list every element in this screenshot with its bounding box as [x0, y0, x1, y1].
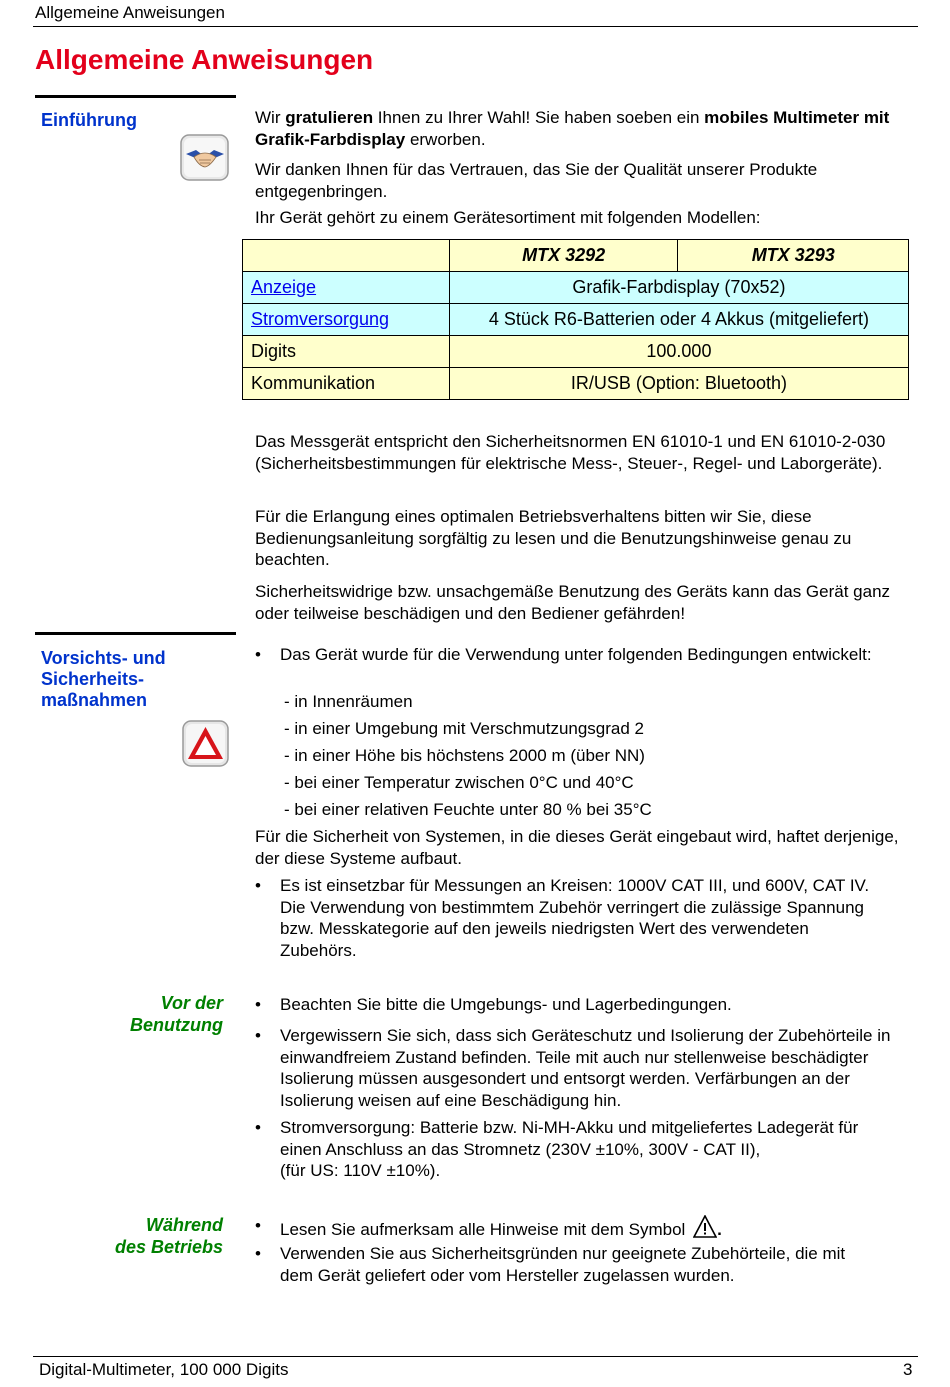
- condition-item: - bei einer relativen Feuchte unter 80 % bei 35°C: [284, 800, 652, 819]
- footer-title: Digital-Multimeter, 100 000 Digits: [39, 1360, 289, 1379]
- during-use-bullet-2-text: Verwenden Sie aus Sicherheitsgründen nur geeignete Zubehörteile, die mit dem Gerät geliefert oder vom Hersteller zugelassen wurden.: [280, 1244, 846, 1285]
- side-label-safety-line-1: Vorsichts- und: [41, 648, 166, 668]
- before-use-bullet: [255, 1117, 915, 1182]
- table-header-row: [243, 240, 909, 272]
- side-label-before-use-line-2: Benutzung: [130, 1015, 223, 1035]
- during-use-bullet-1: [255, 1215, 915, 1245]
- table-cell-value: Grafik-Farbdisplay (70x52): [449, 272, 908, 304]
- during-use-bullet-2: [255, 1243, 915, 1286]
- condition-item: - in einer Höhe bis höchstens 2000 m (über NN): [284, 746, 645, 765]
- side-label-before-use: [130, 992, 223, 1036]
- table-row: [243, 272, 909, 304]
- intro-p1-text-b: Ihnen zu Ihrer Wahl! Sie haben soeben ein: [373, 108, 705, 127]
- side-label-safety: [41, 648, 166, 711]
- safety-bullet-1-text: Das Gerät wurde für die Verwendung unter folgenden Bedingungen entwickelt:: [280, 645, 872, 664]
- footer-rule: [33, 1356, 918, 1357]
- before-use-bullet: [255, 1025, 915, 1111]
- safety-bullet-2-text-b: Die Verwendung von bestimmtem Zubehör verringert die zulässige Spannung bzw. Messkategorie auf den jeweils niedrigsten Wert des verwendeten Zubehörs.: [280, 897, 864, 960]
- model-mtx3293: MTX 3293: [678, 240, 909, 272]
- safety-bullet-1: [255, 644, 915, 666]
- page-number: 3: [903, 1360, 913, 1379]
- table-cell-value: IR/USB (Option: Bluetooth): [449, 368, 908, 400]
- safety-paragraph: Für die Sicherheit von Systemen, in die dieses Gerät eingebaut wird, haftet derjenige, der diese Systeme aufbaut.: [255, 827, 899, 868]
- header-rule: [33, 26, 918, 27]
- during-use-bullet-1-text: Lesen Sie aufmerksam alle Hinweise mit dem Symbol: [280, 1220, 686, 1239]
- norms-paragraph-3: Sicherheitswidrige bzw. unsachgemäße Benutzung des Geräts kann das Gerät ganz oder teilweise beschädigen und den Bediener gefährden!: [255, 582, 891, 623]
- intro-p1-bold-b: mobiles Multimeter mit Grafik-Farbdisplay: [255, 108, 890, 149]
- intro-p1-text-a: Wir: [255, 108, 286, 127]
- intro-p1-bold-a: gratulieren: [285, 108, 374, 127]
- side-label-before-use-line-1: Vor der: [160, 993, 223, 1013]
- side-label-during-use: [115, 1214, 223, 1258]
- norms-paragraph-1: Das Messgerät entspricht den Sicherheitsnormen EN 61010-1 und EN 61010-2-030 (Sicherheitsbestimmungen für elektrische Mess-, Steuer-, Regel- und Laborgeräte).: [255, 432, 886, 473]
- before-use-bullet-text: Vergewissern Sie sich, dass sich Geräteschutz und Isolierung der Zubehörteile in einwandfreiem Zustand befinden. Teile mit auch nur stellenweise beschädigter Isolierung müssen ausgesondert und entsorgt werden. Verfärbungen an der Isolierung weisen auf eine Beschädigung hin.: [280, 1026, 891, 1110]
- table-header-empty: [243, 240, 450, 272]
- side-label-intro: Einführung: [41, 110, 137, 130]
- intro-paragraph-3: Ihr Gerät gehört zu einem Gerätesortiment mit folgenden Modellen:: [255, 208, 761, 227]
- handshake-icon: [180, 134, 226, 180]
- bullet-dot: •: [255, 1244, 261, 1263]
- bullet-dot: •: [255, 1216, 261, 1235]
- side-label-safety-line-2: Sicherheits-: [41, 669, 145, 689]
- page-title: Allgemeine Anweisungen: [35, 44, 374, 75]
- safety-bullet-2: [255, 875, 915, 961]
- side-label-during-use-line-2: des Betriebs: [114, 1237, 223, 1257]
- condition-item: - in einer Umgebung mit Verschmutzungsgrad 2: [284, 719, 645, 738]
- bullet-dot: •: [255, 876, 261, 895]
- running-header: Allgemeine Anweisungen: [35, 3, 225, 22]
- section-rule-intro: [35, 95, 236, 98]
- bullet-dot: •: [255, 645, 261, 664]
- section-rule-safety: [35, 632, 236, 635]
- table-cell-value: 100.000: [449, 336, 908, 368]
- link-stromversorgung[interactable]: Stromversorgung: [243, 304, 450, 336]
- condition-item: - in Innenräumen: [284, 692, 413, 711]
- bullet-dot: •: [255, 995, 261, 1014]
- warning-symbol-icon: [693, 1215, 717, 1245]
- before-use-bullet-text: Beachten Sie bitte die Umgebungs- und Lagerbedingungen.: [280, 995, 732, 1014]
- safety-bullet-2-text-a: Es ist einsetzbar für Messungen an Kreisen: 1000V CAT III, und 600V, CAT IV.: [280, 876, 870, 895]
- norms-paragraph-2: Für die Erlangung eines optimalen Betriebsverhaltens bitten wir Sie, diese Bedienungsanleitung sorgfältig zu lesen und die Benutzungshinweise genau zu beachten.: [255, 507, 852, 569]
- intro-paragraph-2: Wir danken Ihnen für das Vertrauen, das Sie der Qualität unserer Produkte entgegenbringen.: [255, 160, 818, 201]
- table-row: [243, 336, 909, 368]
- table-cell-value: 4 Stück R6-Batterien oder 4 Akkus (mitgeliefert): [449, 304, 908, 336]
- before-use-bullet-text-cont: (für US: 110V ±10%).: [280, 1161, 441, 1180]
- side-label-during-use-line-1: Während: [145, 1215, 223, 1235]
- during-use-bullet-1-line: [280, 1215, 915, 1245]
- model-table: [242, 239, 909, 400]
- warning-triangle-icon: [182, 720, 228, 766]
- during-use-bullet-1-period: .: [717, 1220, 722, 1239]
- bullet-dot: •: [255, 1118, 261, 1137]
- table-cell-label: Digits: [243, 336, 450, 368]
- before-use-bullet: [255, 994, 915, 1016]
- intro-p1-text-c: erworben.: [405, 129, 486, 149]
- table-cell-label: Kommunikation: [243, 368, 450, 400]
- bullet-dot: •: [255, 1026, 261, 1045]
- model-mtx3292: MTX 3292: [449, 240, 678, 272]
- table-row: [243, 304, 909, 336]
- side-label-safety-line-3: maßnahmen: [41, 690, 148, 710]
- intro-paragraph-1: [255, 107, 915, 150]
- table-row: [243, 368, 909, 400]
- condition-item: - bei einer Temperatur zwischen 0°C und 40°C: [284, 773, 634, 792]
- link-anzeige[interactable]: Anzeige: [243, 272, 450, 304]
- before-use-bullet-text: Stromversorgung: Batterie bzw. Ni-MH-Akku und mitgeliefertes Ladegerät für einen Anschluss an das Stromnetz (230V ±10%, 300V - CAT II),: [280, 1118, 859, 1159]
